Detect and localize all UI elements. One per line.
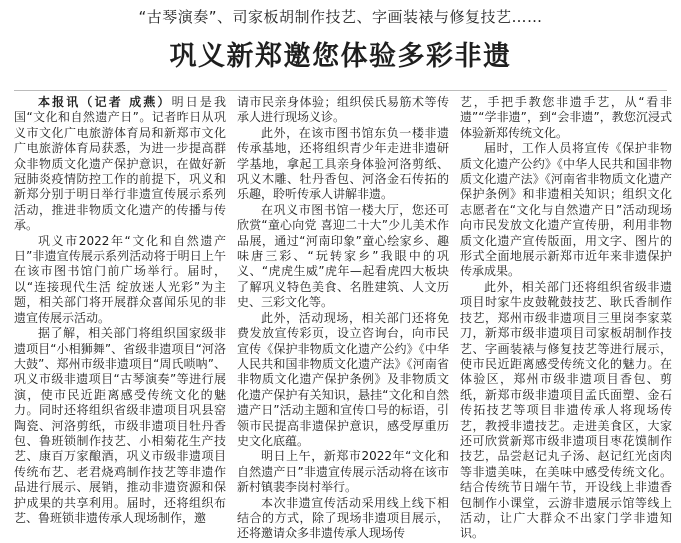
article-body bbox=[14, 95, 672, 543]
paragraph: 据了解，相关部门将组织国家级非遗项目“小相狮舞”、省级非遗项目“河洛大鼓”、郑州市级非遗项目“周氏唢呐”、巩义市级非遗项目“古琴演奏”等进行展演，使市民近距离感受传统文化的魅力。同时还将组织省级非遗项目巩县窑陶瓷、河洛剪纸，市级非遗项目牡丹香包、鲁班锁制作技艺、小相菊花生产技艺、康百万家酿酒，巩义市级非遗项目传统布艺、老君烧鸡制作技艺等非遗作品进行展示、展销，推动非遗资源和保护成果的共享利用。届时，还将组织布艺、鲁班锁非遗传承人现场制作，邀 bbox=[14, 326, 226, 525]
article-subtitle: “古琴演奏”、司家板胡制作技艺、字画装裱与修复技艺…… bbox=[138, 8, 543, 26]
paragraph: 此外，在该市图书馆东负一楼非遗传承基地，还将组织青少年走进非遗研学基地，拿起工具亲身体验河洛剪纸、巩义木雕、牡丹香包、河洛金石传拓的乐趣，聆听传承人讲解非遗。 bbox=[237, 125, 449, 202]
paragraph-continued: 请市民亲身体验；组织侯氏易筋术等传承人进行现场义诊。 bbox=[237, 95, 449, 125]
paragraph: 此外，相关部门还将组织省级非遗项目时家牛皮鼓靴鼓技艺、耿氏香制作技艺，郑州市级非遗项目三里岗李家菜刀，新郑市级非遗项目司家板胡制作技艺、字画装裱与修复技艺等进行展示，使市民近距离感受传统文化的魅力。在体验区，郑州市级非遗项目香包、剪纸，新郑市级非遗项目孟氏面塑、金石传拓技艺等项目非遗传承人将现场传艺，教授非遗技艺。走进美食区，大家还可欣赏新郑市级非遗项目枣花馍制作技艺，品尝赵记丸子汤、赵记红光卤肉等非遗美味，在美味中感受传统文化。结合传统节日端午节，开设线上非遗香包制作小课堂，云游非遗展示馆等线上活动，让广大群众不出家门学非遗知识。 bbox=[460, 279, 672, 541]
headline-divider bbox=[14, 90, 667, 91]
paragraph: 巩义市2022年“文化和自然遗产日”非遗宣传展示系列活动将于明日上午在该市图书馆门前广场举行。届时，以“连接现代生活 绽放迷人光彩”为主题，相关部门将开展群众喜闻乐见的非遗宣传展示活动。 bbox=[14, 233, 226, 325]
column-1 bbox=[14, 95, 226, 543]
paragraph-continued: 艺，手把手教您非遗手艺，从“看非遗”“学非遗”，到“会非遗”，教您沉浸式体验新郑传统文化。 bbox=[460, 95, 672, 140]
article-headline: 巩义新郑邀您体验多彩非遗 bbox=[169, 41, 512, 72]
paragraph: 在巩义市图书馆一楼大厅，您还可欣赏“童心向党 喜迎二十大”少儿美术作品展，通过“河南印象”童心绘家乡、趣味唐三彩、“玩转家乡”我眼中的巩义、“虎虎生威”虎年—起看虎四大板块了解巩义特色美食、名胜建筑、人文历史、三彩文化等。 bbox=[237, 202, 449, 310]
paragraph: 明日上午，新郑市2022年“文化和自然遗产日”非遗宣传展示活动将在该市新村镇裴李岗村举行。 bbox=[237, 449, 449, 495]
paragraph: 届时，工作人员将宣传《保护非物质文化遗产公约》《中华人民共和国非物质文化遗产法》《河南省非物质文化遗产保护条例》和非遗相关知识；组织文化志愿者在“文化与自然遗产日”活动现场向市民发放文化遗产宣传册，利用非物质文化遗产宣传版面，用文字、图片的形式全面地展示新郑市近年来非遗保护传承成果。 bbox=[460, 141, 672, 279]
paragraph: 此外，活动现场，相关部门还将免费发放宣传彩页，设立咨询台，向市民宣传《保护非物质文化遗产公约》《中华人民共和国非物质文化遗产法》《河南省非物质文化遗产保护条例》及非物质文化遗产保护有关知识，悬挂“文化和自然遗产日”活动主题和宣传口号的标语，引领市民提高非遗保护意识，感受厚重历史文化底蕴。 bbox=[237, 310, 449, 448]
column-3 bbox=[460, 95, 672, 543]
lead-text: 明日是我国“文化和自然遗产日”。记者昨日从巩义市文化广电旅游体育局和新郑市文化广电旅游体育局获悉，为进一步提高群众非物质文化遗产保护意识，在做好新冠肺炎疫情防控工作的前提下，巩义和新郑分别于明日举行非遗宣传展示系列活动，推进非物质文化遗产的传播与传承。 bbox=[14, 95, 226, 233]
byline: 本报讯（记者 成燕） bbox=[38, 95, 172, 109]
lead-paragraph bbox=[14, 95, 226, 234]
paragraph: 本次非遗宣传活动采用线上线下相结合的方式，除了现场非遗项目展示，还将邀请众多非遗传承人现场传 bbox=[237, 495, 449, 541]
column-2 bbox=[237, 95, 449, 543]
